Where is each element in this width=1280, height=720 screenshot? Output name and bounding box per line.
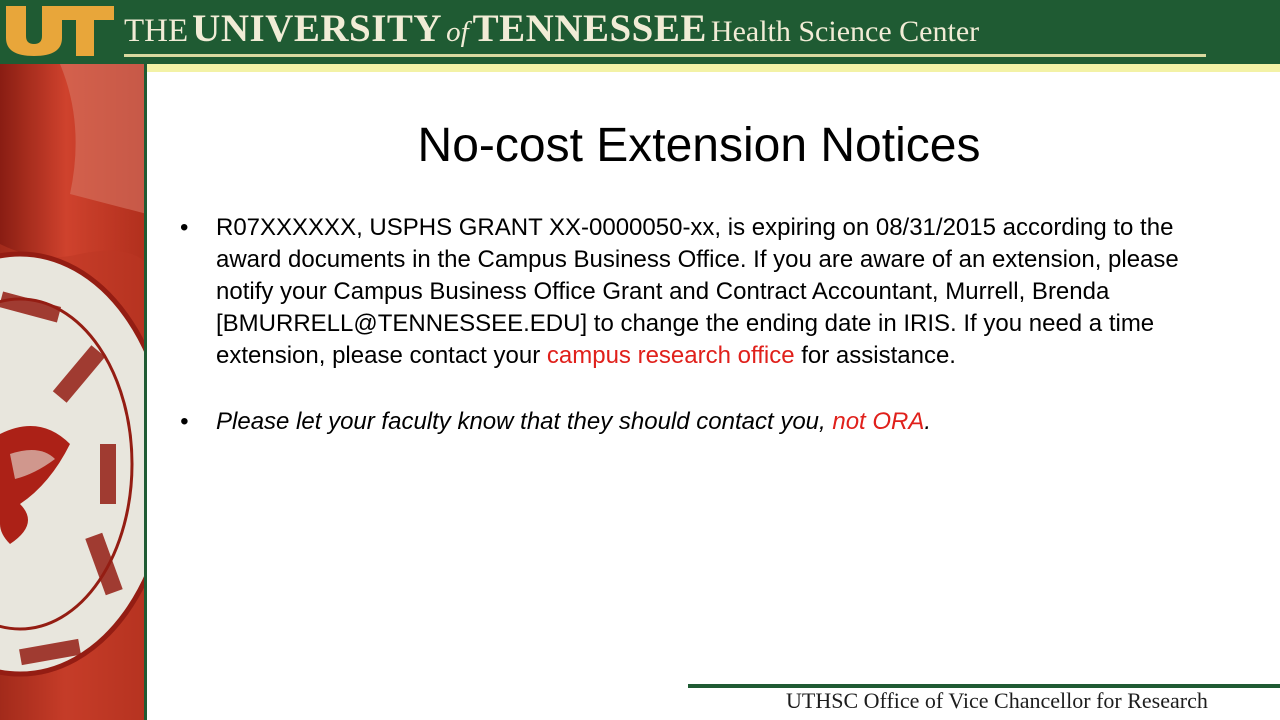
bullet-list: [180, 212, 1210, 438]
bullet-text-end: for assistance.: [794, 342, 956, 369]
campus-research-office-link[interactable]: campus research office: [546, 342, 795, 369]
bullet-text: Please let your faculty know that they should contact you,: [216, 408, 833, 435]
banner-suffix: Health Science Center: [710, 15, 980, 48]
banner-of: of: [446, 16, 469, 48]
banner-the: THE: [124, 13, 189, 49]
not-ora-highlight: not ORA: [832, 408, 925, 435]
bullet-faculty-note: [180, 406, 1210, 438]
slide-title: No-cost Extension Notices: [417, 119, 981, 172]
bullet-text-end: .: [924, 408, 932, 435]
photo-edge-divider: [144, 64, 147, 720]
bullet-text: R07XXXXXX, USPHS GRANT XX-0000050-xx, is expiring on 08/31/2015 according to the award documents in the Campus Business Office. If you are aware of an extension, please notify your Campus Business Office Grant and Contract Accountant, Murrell, Brenda [BMURRELL@TENNESSEE.EDU] to change the ending date in IRIS. If you need a time extension, please contact your: [216, 214, 1179, 369]
header-banner: [0, 0, 1280, 64]
ut-logo: [4, 4, 116, 58]
footer-office-name: UTHSC Office of Vice Chancellor for Research: [786, 688, 1208, 713]
banner-university: UNIVERSITY: [192, 7, 443, 50]
university-name: [124, 6, 979, 52]
bullet-grant-notice: [180, 212, 1210, 372]
banner-rule: [124, 54, 1206, 57]
bullet-dot: •: [180, 408, 189, 435]
university-seal-flag-photo: [0, 64, 147, 720]
banner-tennessee: TENNESSEE: [472, 7, 707, 50]
bullet-dot: •: [180, 214, 189, 241]
yellow-strip: [147, 64, 1280, 72]
